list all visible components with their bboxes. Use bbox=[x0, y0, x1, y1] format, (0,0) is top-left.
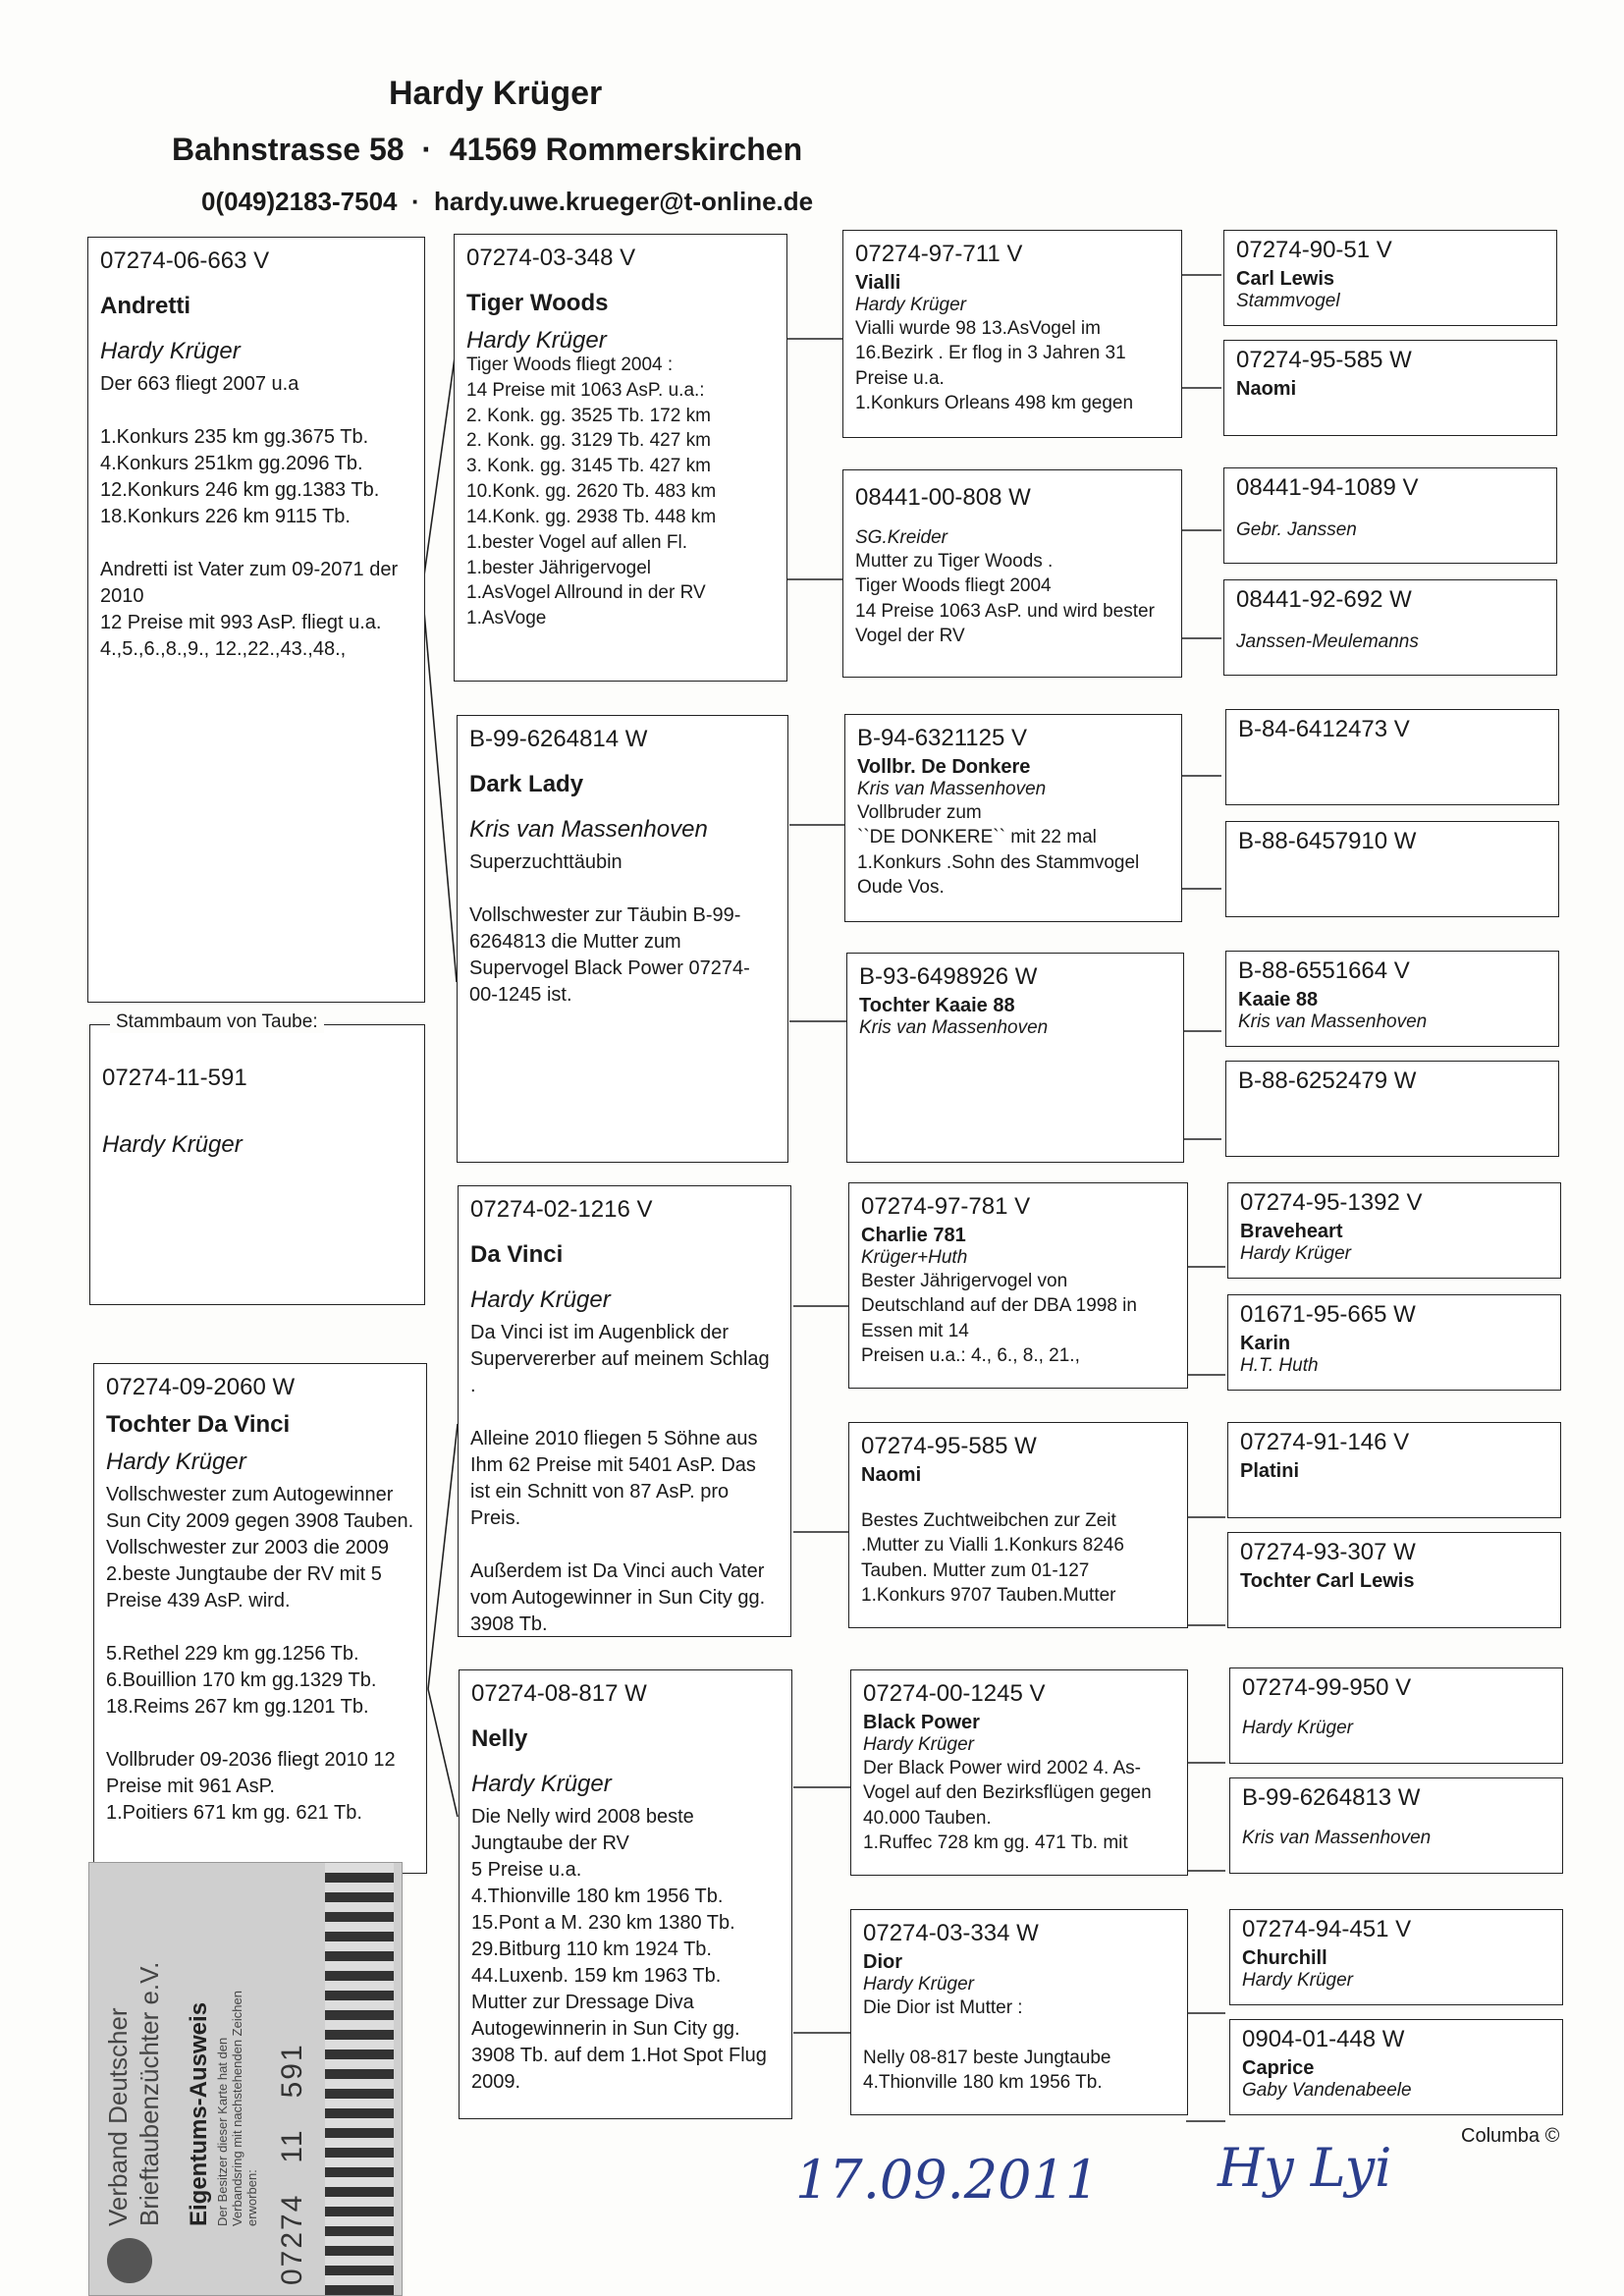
ring-number: 07274-95-1392 V bbox=[1240, 1189, 1423, 1216]
breeder: Hardy Krüger bbox=[863, 1974, 974, 1995]
pigeon-notes: Der Black Power wird 2002 4. As-Vogel auf den Bezirksflügen gegen 40.000 Tauben. 1.Ruffec 728 km gg. 471 Tb. mit bbox=[863, 1758, 1152, 1853]
pigeon-name: Dior bbox=[863, 1951, 902, 1973]
pigeon-name: Tiger Woods bbox=[466, 290, 609, 316]
pigeon-notes: Da Vinci ist im Augenblick der Supervererber auf meinem Schlag . Alleine 2010 fliegen 5 Söhne aus Ihm 62 Preise mit 5401 AsP. Das ist ein Schnitt von 87 AsP. pro Preis. Außerdem ist Da Vinci auch Vater vom Autogewinner in Sun City gg. 3908 Tb. bbox=[470, 1322, 770, 1635]
breeder-contact: 0(049)2183-7504 · hardy.uwe.krueger@t-online.de bbox=[201, 187, 814, 216]
card-org-line2: Brieftaubenzüchter e.V. bbox=[135, 1961, 164, 2226]
grandparent-mother-father-card bbox=[458, 1185, 791, 1637]
breeder: Janssen-Meulemanns bbox=[1236, 631, 1419, 652]
ring-number: B-88-6551664 V bbox=[1238, 957, 1410, 984]
breeder: Hardy Krüger bbox=[855, 295, 966, 315]
breeder: Kris van Massenhoven bbox=[859, 1017, 1049, 1038]
breeder: Hardy Krüger bbox=[106, 1449, 246, 1475]
pigeon-name: Carl Lewis bbox=[1236, 268, 1335, 290]
gg-grandparent-card bbox=[1227, 1182, 1561, 1279]
pigeon-notes: Die Dior ist Mutter : Nelly 08-817 beste Jungtaube 4.Thionville 180 km 1956 Tb. bbox=[863, 1997, 1111, 2093]
pigeon-name: Nelly bbox=[471, 1725, 528, 1752]
pigeon-notes: Superzuchttäubin Vollschwester zur Täubin B-99-6264813 die Mutter zum Supervogel Black Power 07274-00-1245 ist. bbox=[469, 851, 750, 1006]
ring-number: 0904-01-448 W bbox=[1242, 2026, 1405, 2052]
ring-number: 07274-08-817 W bbox=[471, 1680, 647, 1707]
gg-grandparent-card bbox=[1227, 1294, 1561, 1391]
ring-number: 07274-94-451 V bbox=[1242, 1916, 1412, 1942]
card-ring-number: 07274 11 591 bbox=[276, 2043, 308, 2285]
great-grandparent-card bbox=[848, 1182, 1188, 1389]
breeder: Hardy Krüger bbox=[471, 1771, 612, 1797]
gg-grandparent-card bbox=[1227, 1532, 1561, 1628]
ring-number: B-88-6252479 W bbox=[1238, 1067, 1417, 1094]
card-note: Der Besitzer dieser Karte hat den Verbandsring mit nachstehenden Zeichen erworben: bbox=[215, 1991, 259, 2226]
ring-number: 07274-02-1216 V bbox=[470, 1196, 653, 1223]
pigeon-notes: Vialli wurde 98 13.AsVogel im 16.Bezirk . Er flog in 3 Jahren 31 Preise u.a. 1.Konkurs Orleans 498 km gegen bbox=[855, 318, 1134, 413]
ring-number: B-84-6412473 V bbox=[1238, 716, 1410, 742]
ring-number: 07274-99-950 V bbox=[1242, 1674, 1412, 1701]
gg-grandparent-card bbox=[1223, 340, 1557, 436]
breeder: Hardy Krüger bbox=[466, 327, 607, 354]
pigeon-notes: Der 663 fliegt 2007 u.a 1.Konkurs 235 km gg.3675 Tb. 4.Konkurs 251km gg.2096 Tb. 12.Konkurs 246 km gg.1383 Tb. 18.Konkurs 226 km 9115 Tb. Andretti ist Vater zum 09-2071 der 2010 12 Preise mit 993 AsP. fliegt u.a. 4.,5.,6.,8.,9., 12.,22.,43.,48., bbox=[100, 373, 399, 660]
pedigree-father-card bbox=[87, 237, 425, 1003]
pigeon-notes: Vollschwester zum Autogewinner Sun City 2009 gegen 3908 Tauben. Vollschwester zur 2003 die 2009 2.beste Jungtaube der RV mit 5 Preise 439 AsP. wird. 5.Rethel 229 km gg.1256 Tb. 6.Bouillion 170 km gg.1329 Tb. 18.Reims 267 km gg.1201 Tb. Vollbruder 09-2036 fliegt 2010 12 Preise mit 961 AsP. 1.Poitiers 671 km gg. 621 Tb. bbox=[106, 1484, 414, 1824]
breeder: Hardy Krüger bbox=[470, 1286, 611, 1313]
pigeon-name: Vialli bbox=[855, 272, 901, 294]
great-grandparent-card bbox=[850, 1909, 1188, 2115]
pigeon-name: Kaaie 88 bbox=[1238, 989, 1319, 1011]
handwritten-signature: Hy Lyi bbox=[1218, 2137, 1392, 2199]
ring-number: 07274-11-591 bbox=[102, 1065, 247, 1091]
pigeon-notes: Tiger Woods fliegt 2004 : 14 Preise mit 1063 AsP. u.a.: 2. Konk. gg. 3525 Tb. 172 km 2. Konk. gg. 3129 Tb. 427 km 3. Konk. gg. 3145 Tb. 427 km 10.Konk. gg. 2620 Tb. 483 km 14.Konk. gg. 2938 Tb. 448 km 1.bester Vogel auf allen Fl. 1.bester Jährigervogel 1.AsVogel Allround in der RV 1.AsVoge bbox=[466, 355, 717, 629]
ring-number: 07274-95-585 W bbox=[1236, 347, 1412, 373]
breeder: Krüger+Huth bbox=[861, 1247, 968, 1268]
great-grandparent-card bbox=[844, 714, 1182, 922]
copyright-note: Columba © bbox=[1461, 2125, 1560, 2147]
ring-number: B-88-6457910 W bbox=[1238, 828, 1417, 854]
gg-grandparent-card bbox=[1229, 1909, 1563, 2005]
pigeon-name: Andretti bbox=[100, 293, 190, 319]
ownership-card bbox=[88, 1862, 403, 2296]
breeder: Gebr. Janssen bbox=[1236, 519, 1357, 540]
breeder: Hardy Krüger bbox=[100, 338, 241, 364]
great-grandparent-card bbox=[842, 230, 1182, 438]
breeder: Hardy Krüger bbox=[1242, 1718, 1353, 1738]
pigeon-name: Platini bbox=[1240, 1460, 1300, 1482]
gg-grandparent-card bbox=[1229, 1777, 1563, 1874]
breeder-address: Bahnstrasse 58 · 41569 Rommerskirchen bbox=[172, 132, 803, 167]
pigeon-notes: Bester Jährigervogel von Deutschland auf der DBA 1998 in Essen mit 14 Preisen u.a.: 4., 6., 8., 21., bbox=[861, 1271, 1137, 1366]
ring-number: 07274-09-2060 W bbox=[106, 1374, 296, 1400]
ring-number: 07274-95-585 W bbox=[861, 1433, 1037, 1459]
breeder: Kris van Massenhoven bbox=[1242, 1828, 1432, 1848]
breeder: Kris van Massenhoven bbox=[1238, 1011, 1428, 1032]
gg-grandparent-card bbox=[1225, 709, 1559, 805]
gg-grandparent-card bbox=[1223, 467, 1557, 564]
pigeon-name: Caprice bbox=[1242, 2057, 1315, 2079]
pigeon-name: Vollbr. De Donkere bbox=[857, 756, 1031, 778]
ring-number: 08441-92-692 W bbox=[1236, 586, 1412, 613]
pigeon-notes: Die Nelly wird 2008 beste Jungtaube der RV 5 Preise u.a. 4.Thionville 180 km 1956 Tb. 15.Pont a M. 230 km 1380 Tb. 29.Bitburg 110 km 1924 Tb. 44.Luxenb. 159 km 1963 Tb. Mutter zur Dressage Diva Autogewinnerin in Sun City gg. 3908 Tb. auf dem 1.Hot Spot Flug 2009. bbox=[471, 1806, 767, 2093]
ring-number: 07274-03-348 V bbox=[466, 245, 636, 271]
great-grandparent-card bbox=[848, 1422, 1188, 1628]
ring-number: 08441-00-808 W bbox=[855, 484, 1031, 511]
gg-grandparent-card bbox=[1223, 579, 1557, 676]
breeder: H.T. Huth bbox=[1240, 1355, 1319, 1376]
ring-number: B-99-6264813 W bbox=[1242, 1784, 1421, 1811]
gg-grandparent-card bbox=[1229, 2019, 1563, 2115]
ring-number: 07274-06-663 V bbox=[100, 247, 270, 274]
ring-number: 07274-97-711 V bbox=[855, 241, 1023, 267]
pigeon-name: Naomi bbox=[861, 1464, 922, 1486]
gg-grandparent-card bbox=[1227, 1422, 1561, 1518]
gg-grandparent-card bbox=[1229, 1667, 1563, 1764]
grandparent-mother-mother-card bbox=[459, 1669, 792, 2119]
breeder: Hardy Krüger bbox=[1242, 1970, 1353, 1991]
pigeon-name: Tochter Da Vinci bbox=[106, 1411, 291, 1438]
great-grandparent-card bbox=[846, 953, 1184, 1163]
pigeon-name: Braveheart bbox=[1240, 1221, 1343, 1242]
pigeon-notes: Mutter zu Tiger Woods . Tiger Woods fliegt 2004 14 Preise 1063 AsP. und wird bester Vogel der RV bbox=[855, 551, 1155, 646]
handwritten-date: 17.09.2011 bbox=[795, 2149, 1100, 2211]
pigeon-name: Dark Lady bbox=[469, 771, 584, 797]
breeder: Hardy Krüger bbox=[1240, 1243, 1351, 1264]
great-grandparent-card bbox=[842, 469, 1182, 678]
card-pattern-stripe bbox=[325, 1863, 394, 2295]
breeder: Hardy Krüger bbox=[863, 1734, 974, 1755]
gg-grandparent-card bbox=[1223, 230, 1557, 326]
pedigree-legend: Stammbaum von Taube: bbox=[110, 1011, 324, 1033]
grandparent-father-father-card bbox=[454, 234, 787, 682]
pigeon-name: Tochter Kaaie 88 bbox=[859, 995, 1015, 1016]
card-org-line1: Verband Deutscher bbox=[103, 2007, 133, 2226]
breeder: SG.Kreider bbox=[855, 527, 947, 548]
ring-number: 07274-00-1245 V bbox=[863, 1680, 1046, 1707]
breeder: Hardy Krüger bbox=[102, 1131, 243, 1158]
ring-number: B-99-6264814 W bbox=[469, 726, 648, 752]
breeder: Kris van Massenhoven bbox=[469, 816, 708, 843]
pigeon-notes: Bestes Zuchtweibchen zur Zeit .Mutter zu Vialli 1.Konkurs 8246 Tauben. Mutter zum 01-127 1.Konkurs 9707 Tauben.Mutter bbox=[861, 1510, 1124, 1606]
breeder: Kris van Massenhoven bbox=[857, 779, 1047, 799]
ring-number: 07274-97-781 V bbox=[861, 1193, 1031, 1220]
pigeon-notes: Vollbruder zum ``DE DONKERE`` mit 22 mal 1.Konkurs .Sohn des Stammvogel Oude Vos. bbox=[857, 802, 1140, 898]
breeder-name: Hardy Krüger bbox=[389, 75, 603, 112]
ring-number: 07274-93-307 W bbox=[1240, 1539, 1416, 1565]
ring-number: 07274-03-334 W bbox=[863, 1920, 1039, 1946]
ring-number: 08441-94-1089 V bbox=[1236, 474, 1419, 501]
pigeon-name: Churchill bbox=[1242, 1947, 1327, 1969]
gg-grandparent-card bbox=[1225, 951, 1559, 1047]
ring-number: B-93-6498926 W bbox=[859, 963, 1038, 990]
pigeon-name: Tochter Carl Lewis bbox=[1240, 1570, 1415, 1592]
card-title: Eigentums-Ausweis bbox=[186, 2001, 212, 2226]
association-logo-icon bbox=[107, 2238, 152, 2283]
pigeon-name: Charlie 781 bbox=[861, 1225, 966, 1246]
ring-number: 01671-95-665 W bbox=[1240, 1301, 1416, 1328]
pigeon-name: Karin bbox=[1240, 1333, 1291, 1354]
ring-number: B-94-6321125 V bbox=[857, 725, 1028, 751]
pigeon-name: Da Vinci bbox=[470, 1241, 564, 1268]
pedigree-subject-card bbox=[89, 1024, 425, 1305]
breeder: Gaby Vandenabeele bbox=[1242, 2080, 1412, 2101]
breeder: Stammvogel bbox=[1236, 291, 1340, 311]
pigeon-name: Naomi bbox=[1236, 378, 1297, 400]
great-grandparent-card bbox=[850, 1669, 1188, 1876]
ring-number: 07274-90-51 V bbox=[1236, 237, 1392, 263]
pigeon-name: Black Power bbox=[863, 1712, 980, 1733]
gg-grandparent-card bbox=[1225, 821, 1559, 917]
ring-number: 07274-91-146 V bbox=[1240, 1429, 1410, 1455]
pedigree-mother-card bbox=[93, 1363, 427, 1874]
grandparent-father-mother-card bbox=[457, 715, 788, 1163]
gg-grandparent-card bbox=[1225, 1061, 1559, 1157]
